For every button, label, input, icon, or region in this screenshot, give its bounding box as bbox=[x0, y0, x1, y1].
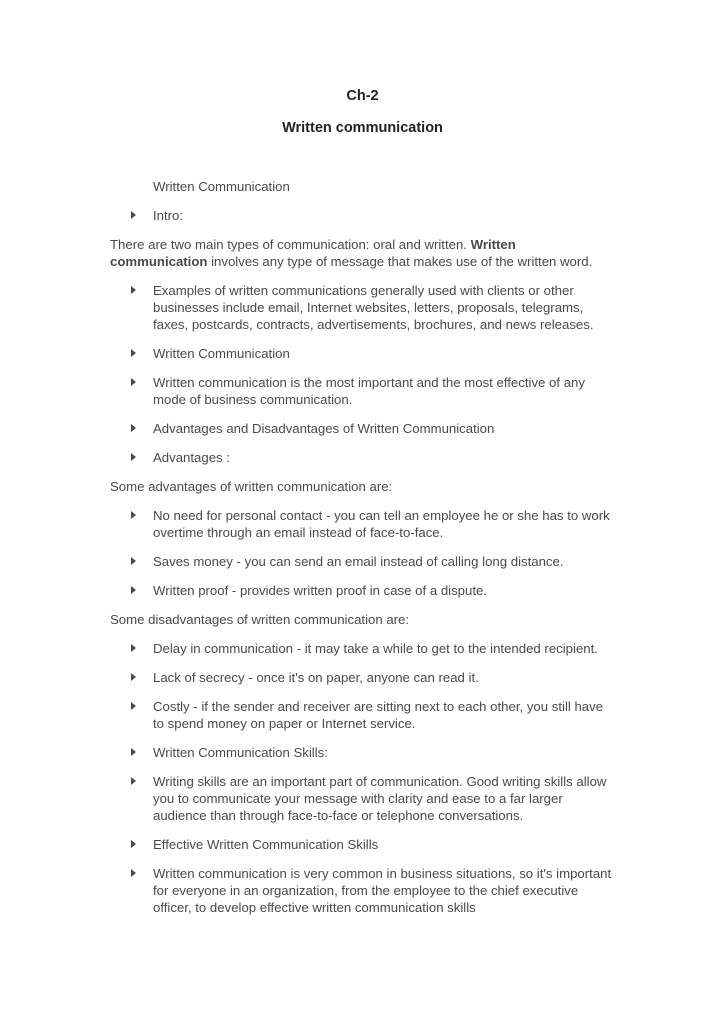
bullet-arrow-icon bbox=[131, 349, 136, 357]
disadvantages-intro: Some disadvantages of written communication are: bbox=[110, 612, 410, 627]
bullet-arrow-icon bbox=[131, 840, 136, 848]
list-item-text: Lack of secrecy - once it's on paper, anyone can read it. bbox=[153, 670, 479, 685]
bullet-arrow-icon bbox=[131, 869, 136, 877]
intro-text-2: involves any type of message that makes use of the written word. bbox=[207, 254, 593, 269]
bullet-arrow-icon bbox=[131, 748, 136, 756]
indented-line: Written Communication bbox=[153, 179, 290, 194]
list-item-text: Costly - if the sender and receiver are sitting next to each other, you still have to spend money on paper or Internet service. bbox=[153, 699, 604, 731]
bullet-arrow-icon bbox=[131, 511, 136, 519]
list-item-text: Effective Written Communication Skills bbox=[153, 837, 379, 852]
list-item-text: Written communication is very common in business situations, so it's important for everyone in an organization, from the employee to the chief executive officer, to develop effective written communication skills bbox=[153, 866, 612, 915]
bullet-arrow-icon bbox=[131, 424, 136, 432]
list-item-text: Written Communication bbox=[153, 346, 290, 361]
list-item-text: Written proof - provides written proof in case of a dispute. bbox=[153, 583, 488, 598]
bullet-arrow-icon bbox=[131, 286, 136, 294]
bullet-arrow-icon bbox=[131, 777, 136, 785]
list-item-text: Saves money - you can send an email instead of calling long distance. bbox=[153, 554, 564, 569]
chapter-heading: Ch-2 bbox=[346, 88, 379, 104]
list-item-text: Writing skills are an important part of communication. Good writing skills allow you to communicate your message with clarity and ease to a far larger audience than through face-to-face or telephone conversations. bbox=[153, 774, 607, 823]
intro-bold-term: Written communication bbox=[110, 237, 516, 269]
list-item-text: No need for personal contact - you can tell an employee he or she has to work overtime through an email instead of face-to-face. bbox=[153, 508, 610, 540]
bullet-arrow-icon bbox=[131, 378, 136, 386]
page-title: Written communication bbox=[282, 120, 443, 136]
intro-text-1: There are two main types of communication: oral and written. bbox=[110, 237, 471, 252]
list-item-text: Delay in communication - it may take a while to get to the intended recipient. bbox=[153, 641, 598, 656]
list-item-text: Examples of written communications generally used with clients or other businesses include email, Internet websites, letters, proposals, telegrams, faxes, postcards, contracts, advertisements, brochures, and news releases. bbox=[153, 283, 594, 332]
list-item-text: Intro: bbox=[153, 208, 184, 223]
list-item-text: Advantages : bbox=[153, 450, 230, 465]
bullet-arrow-icon bbox=[131, 673, 136, 681]
bullet-arrow-icon bbox=[131, 702, 136, 710]
bullet-arrow-icon bbox=[131, 586, 136, 594]
bullet-arrow-icon bbox=[131, 557, 136, 565]
intro-paragraph bbox=[110, 236, 610, 270]
list-item-text: Advantages and Disadvantages of Written Communication bbox=[153, 421, 495, 436]
bullet-arrow-icon bbox=[131, 644, 136, 652]
advantages-intro: Some advantages of written communication are: bbox=[110, 479, 393, 494]
bullet-arrow-icon bbox=[131, 211, 136, 219]
list-item-text: Written communication is the most important and the most effective of any mode of business communication. bbox=[153, 375, 585, 407]
bullet-arrow-icon bbox=[131, 453, 136, 461]
list-item-text: Written Communication Skills: bbox=[153, 745, 328, 760]
